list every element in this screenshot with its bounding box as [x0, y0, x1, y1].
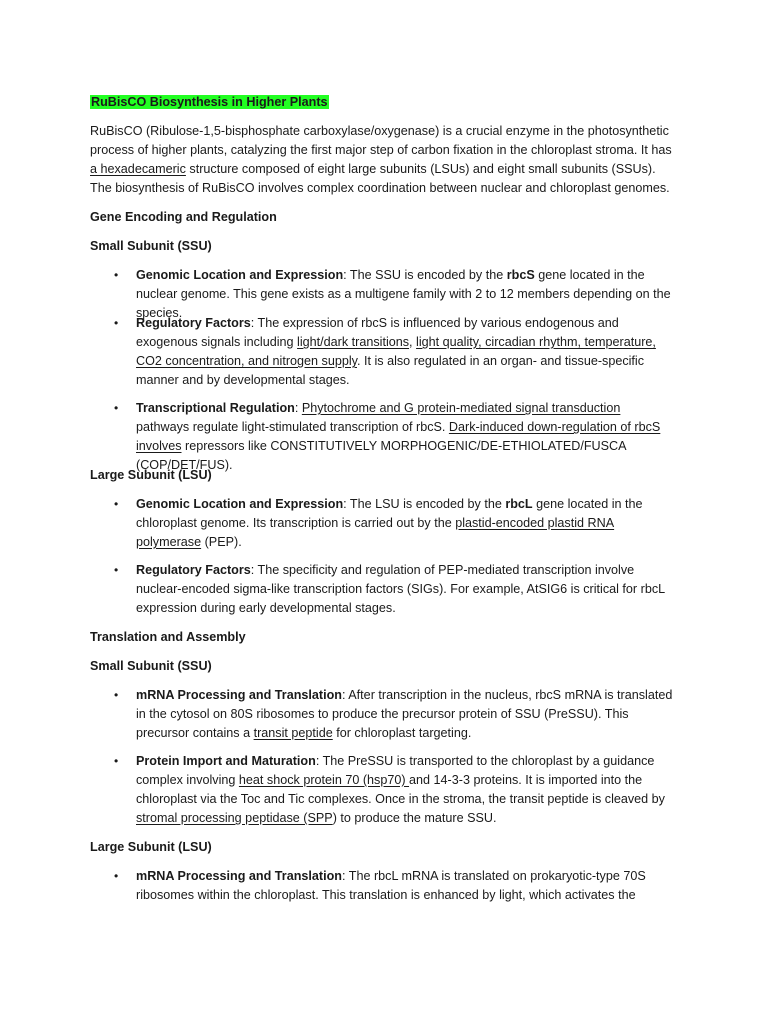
underlined-text: light quality, circadian rhythm, temperature, CO2 concentration, and nitrogen supply	[136, 335, 656, 368]
underlined-text: Phytochrome and G protein-mediated signal transduction	[301, 401, 621, 415]
list-item-text: Transcriptional Regulation: Phytochrome and G protein-mediated signal transduction pathways regulate light-stimulated transcription of rbcS. Dark-induced down-regulation of rbcS involves repressors like CONSTITUTIVELY MORPHOGENIC/DE-ETHIOLATED/FUSCA (COP/DET/FUS).	[136, 401, 661, 472]
bold-text: Protein Import and Maturation	[136, 754, 316, 768]
bullet-icon: •	[114, 316, 119, 330]
bold-text: rbcS	[506, 268, 535, 282]
bullet-icon: •	[114, 401, 119, 415]
list-item	[114, 867, 676, 905]
list-item-text: Regulatory Factors: The expression of rbcS is influenced by various endogenous and exogenous signals including light/dark transitions, light quality, circadian rhythm, temperature, CO2 concentration, and nitrogen supply. It is also regulated in an organ- and tissue-specific manner and by developmental stages.	[136, 316, 656, 387]
list-item	[114, 561, 676, 618]
list-item-text: Genomic Location and Expression: The SSU is encoded by the rbcS gene located in the nuclear genome. This gene exists as a multigene family with 2 to 12 members depending on the species.	[136, 268, 671, 320]
underlined-text: plastid-encoded plastid RNA polymerase	[136, 516, 615, 549]
heading-large-subunit: Large Subunit (LSU)	[90, 468, 212, 482]
list-item-text: mRNA Processing and Translation: The rbcL mRNA is translated on prokaryotic-type 70S ribosomes within the chloroplast. This translation is enhanced by light, which activates the	[136, 869, 646, 902]
list-item	[114, 314, 676, 390]
heading-large-subunit: Large Subunit (LSU)	[90, 840, 212, 854]
bullet-icon: •	[114, 497, 119, 511]
list-item-text: Genomic Location and Expression: The LSU is encoded by the rbcL gene located in the chloroplast genome. Its transcription is carried out by the plastid-encoded plastid RNA polymerase (PEP).	[136, 497, 643, 549]
list-item-text: mRNA Processing and Translation: After transcription in the nucleus, rbcS mRNA is translated in the cytosol on 80S ribosomes to produce the precursor protein of SSU (PreSSU). This precursor contains a transit peptide for chloroplast targeting.	[136, 688, 673, 740]
underlined-text: light/dark transitions	[297, 335, 410, 349]
list-item	[114, 399, 676, 475]
heading-small-subunit: Small Subunit (SSU)	[90, 659, 212, 673]
bold-text: Genomic Location and Expression	[136, 497, 344, 511]
title-highlight: RuBisCO Biosynthesis in Higher Plants	[91, 95, 328, 109]
list-item-text: Regulatory Factors: The specificity and regulation of PEP-mediated transcription involve nuclear-encoded sigma-like transcription factors (SIGs). For example, AtSIG6 is critical for rbcL expression during early developmental stages.	[136, 563, 665, 615]
underlined-text: stromal processing peptidase (SPP	[136, 811, 333, 825]
underlined-text: a hexadecameric	[90, 162, 186, 176]
bold-text: mRNA Processing and Translation	[136, 688, 342, 702]
bullet-icon: •	[114, 563, 119, 577]
list-item	[114, 752, 676, 828]
bullet-icon: •	[114, 754, 119, 768]
bold-text: Transcriptional Regulation	[136, 401, 295, 415]
bullet-icon: •	[114, 869, 119, 883]
bullet-icon: •	[114, 268, 119, 282]
bold-text: Regulatory Factors	[136, 316, 251, 330]
list-item	[114, 495, 676, 552]
list-item-text: Protein Import and Maturation: The PreSSU is transported to the chloroplast by a guidance complex involving heat shock protein 70 (hsp70) and 14-3-3 proteins. It is imported into the chloroplast via the Toc and Tic complexes. Once in the stroma, the transit peptide is cleaved by stromal processing peptidase (SPP) to produce the mature SSU.	[136, 754, 665, 825]
underlined-text: transit peptide	[253, 726, 333, 740]
document-title	[90, 93, 680, 112]
bullet-icon: •	[114, 688, 119, 702]
bold-text: Genomic Location and Expression	[136, 268, 344, 282]
bold-text: Regulatory Factors	[136, 563, 251, 577]
bold-text: mRNA Processing and Translation	[136, 869, 342, 883]
underlined-text: heat shock protein 70 (hsp70)	[238, 773, 410, 787]
heading-gene-encoding: Gene Encoding and Regulation	[90, 210, 277, 224]
heading-small-subunit: Small Subunit (SSU)	[90, 239, 212, 253]
underlined-text: Dark-induced down-regulation of rbcS involves	[136, 420, 661, 453]
intro-paragraph: RuBisCO (Ribulose-1,5-bisphosphate carboxylase/oxygenase) is a crucial enzyme in the photosynthetic process of higher plants, catalyzing the first major step of carbon fixation in the chloroplast stroma. It has a hexadecameric structure composed of eight large subunits (LSUs) and eight small subunits (SSUs). The biosynthesis of RuBisCO involves complex coordination between nuclear and chloroplast genomes.	[90, 124, 672, 195]
bold-text: rbcL	[505, 497, 533, 511]
heading-translation-assembly: Translation and Assembly	[90, 630, 246, 644]
list-item	[114, 686, 676, 743]
